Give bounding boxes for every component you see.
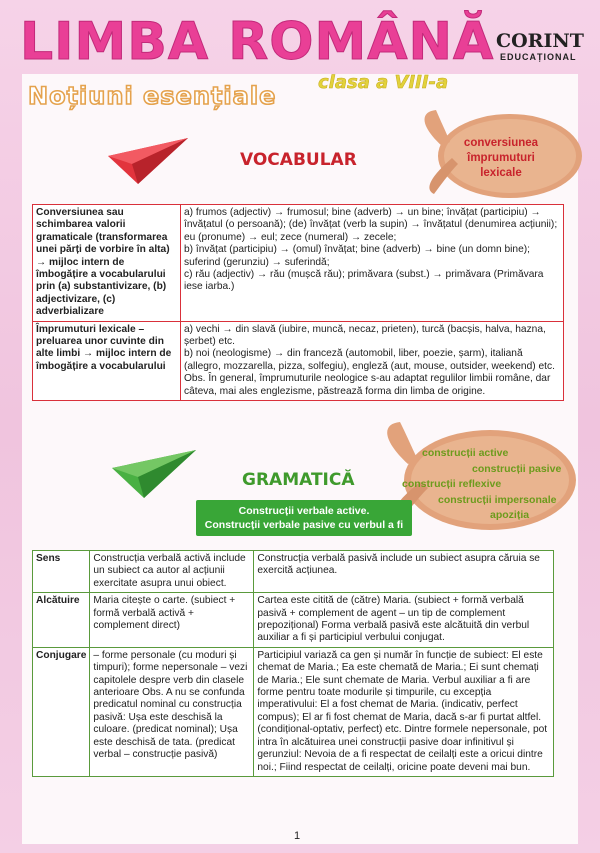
passive-cell: Cartea este citită de (către) Maria. (subiect + formă verbală pasivă + complement de agent – un tip de complement prepozițional) Forma verbală pasivă este alcătuită din verbul auxiliar a fi și participiul verbului conjugat. bbox=[254, 593, 554, 648]
publisher-logo-sub: EDUCAȚIONAL bbox=[500, 52, 577, 62]
tag-constructii-impersonale: construcții impersonale bbox=[438, 493, 557, 506]
list-item: c) rău (adjectiv) → rău (mușcă rău); primăvara (subst.) → primăvara (Primăvara iese iarba.) bbox=[184, 269, 544, 293]
row-label: Conjugare bbox=[33, 647, 90, 776]
tag-lexicale: lexicale bbox=[480, 167, 522, 179]
table-row bbox=[33, 551, 554, 593]
active-cell: Maria citește o carte. (subiect + formă verbală activă + complement direct) bbox=[90, 593, 254, 648]
table-row bbox=[33, 593, 554, 648]
tag-constructii-active: construcții active bbox=[422, 447, 509, 459]
header-line-1: Construcții verbale active. bbox=[238, 505, 370, 517]
vocabular-row1-right bbox=[181, 205, 564, 322]
list-item: b) noi (neologisme) → din franceză (automobil, liber, poezie, șarm), italiană (allegro, mozzarella, pizza, solfegiu), engleză (aut, mouse, outsider, weekend) etc. bbox=[184, 348, 555, 372]
publisher-logo: CORINT bbox=[496, 30, 584, 52]
passive-cell: Construcția verbală pasivă include un subiect asupra căruia se exercită acțiunea. bbox=[254, 551, 554, 593]
row-label: Sens bbox=[33, 551, 90, 593]
list-item: b) învățat (participiu) → (omul) învățat; bine (adverb) → bine (un domn bine); suferind (gerunziu) → suferindă; bbox=[184, 244, 530, 268]
vocabular-row1-left: Conversiunea sau schimbarea valorii gramaticale (transformarea unei părți de vorbire în alta) → mijloc intern de îmbogățire a vocabularului prin (a) substantivizare, (b) adjectivizare, (c) adverbializare bbox=[33, 205, 181, 322]
table-row bbox=[33, 205, 564, 322]
list-item: a) vechi → din slavă (iubire, muncă, necaz, prieten), turcă (bacșis, halva, hazna, șerbet) etc. bbox=[184, 323, 546, 348]
vocabular-tags bbox=[446, 136, 556, 181]
list-item: a) frumos (adjectiv) → frumosul; bine (adverb) → un bine; învățat (participiu) → învățatul (o persoană); (de) învățat (verb la supin) → învățatul (denumirea acțiunii); eu (pronume) → eul; zece (numeral) → zecele; bbox=[184, 207, 558, 243]
tag-constructii-reflexive: construcții reflexive bbox=[402, 478, 502, 490]
vocabular-table bbox=[32, 204, 564, 401]
tag-constructii-pasive: construcții pasive bbox=[472, 462, 562, 475]
active-cell: – forme personale (cu moduri și timpuri); forme nepersonale – vezi capitolele despre verb din clasele anterioare Obs. A nu se confunda predicatul nominal cu construcția pasivă: Ușa este deschisă la culoare. (predicat nominal); Ușa este deschisă de tata. (predicat verbal – construcție pasivă) bbox=[90, 647, 254, 776]
gramatica-tags bbox=[398, 446, 578, 524]
row-label: Alcătuire bbox=[33, 593, 90, 648]
paper-plane-icon bbox=[108, 138, 188, 184]
tag-apozitia: apoziția bbox=[490, 509, 530, 521]
paper-plane-icon bbox=[112, 450, 196, 498]
page-number: 1 bbox=[294, 830, 301, 842]
grade-label: clasa a VIII-a bbox=[318, 72, 449, 93]
gramatica-table bbox=[32, 550, 554, 777]
gramatica-title: GRAMATICĂ bbox=[242, 470, 355, 490]
header-line-2: Construcții verbale pasive cu verbul a fi bbox=[204, 519, 404, 531]
table-row bbox=[33, 321, 564, 400]
list-item: Obs. În general, împrumuturile neologice s-au adaptat regulilor limbii române, dar câteva, mai ales englezisme, păstrează forma din limba de origine. bbox=[184, 373, 551, 397]
active-cell: Construcția verbală activă include un subiect ca autor al acțiunii exercitate asupra unui obiect. bbox=[90, 551, 254, 593]
vocabular-title: VOCABULAR bbox=[240, 150, 357, 170]
page-title: LIMBA ROMÂNĂ bbox=[20, 12, 495, 72]
tag-imprumuturi: împrumuturi bbox=[467, 152, 535, 164]
gramatica-header-box bbox=[196, 500, 412, 536]
tag-conversiunea: conversiunea bbox=[463, 137, 539, 149]
vocabular-row2-right bbox=[181, 321, 564, 400]
vocabular-row2-left: Împrumuturi lexicale – preluarea unor cuvinte din alte limbi → mijloc intern de îmbogățire a vocabularului bbox=[33, 321, 181, 400]
page-subtitle: Noțiuni esențiale bbox=[28, 82, 277, 110]
passive-cell: Participiul variază ca gen și număr în funcție de subiect: El este chemat de Maria.; Ea este chemată de Maria.; Ei sunt chemați de Maria.; Ele sunt chemate de Maria. Verbul auxiliar a fi are forme pentru toate modurile și timpurile, cu excepția imperativului: El a fost chemat de Maria. (indicativ, perfect compus); El ar fi fost chemat de Maria, dacă s-ar fi purtat altfel. (condițional-optativ, perfect) etc. Dintre formele nepersonale, pot intra în alcătuirea unei construcții pasive doar infinitivul și gerunziul: Nevoia de a fi respectat de ceilalți este a oricui dintre noi.; Fiind respectat de ceilalți, oricine poate deveni mai bun. bbox=[254, 647, 554, 776]
table-row bbox=[33, 647, 554, 776]
